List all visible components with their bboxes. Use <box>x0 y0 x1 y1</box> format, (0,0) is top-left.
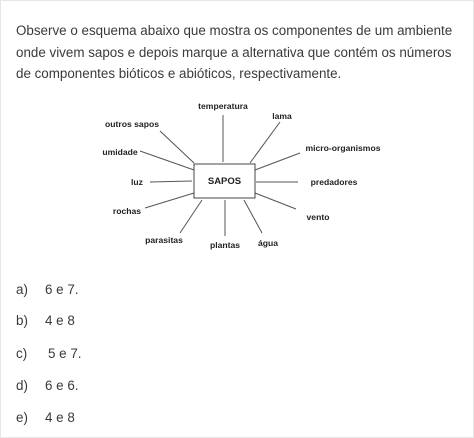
node-temperatura: temperatura <box>198 101 248 111</box>
question-line-3: de componentes bióticos e abióticos, respectivamente. <box>16 66 342 81</box>
link-vento <box>255 193 296 209</box>
option-a[interactable] <box>16 278 316 302</box>
node-parasitas: parasitas <box>145 235 183 245</box>
link-luz <box>150 181 192 182</box>
node-outros-sapos: outros sapos <box>105 119 159 129</box>
link-rochas <box>145 193 194 208</box>
option-b-letter: b) <box>16 313 28 328</box>
node-predadores: predadores <box>310 177 358 187</box>
node-luz: luz <box>131 177 143 187</box>
option-d-letter: d) <box>16 378 28 393</box>
link-micro-organismos <box>255 153 300 170</box>
link-umidade <box>140 151 194 170</box>
question-line-2: onde vivem sapos e depois marque a alternativa que contém os números <box>16 44 452 60</box>
option-d-text: 6 e 6. <box>45 378 79 393</box>
option-b-text: 4 e 8 <box>45 313 75 328</box>
option-b[interactable] <box>16 309 316 333</box>
node-agua: água <box>257 238 279 248</box>
option-c-text: 5 e 7. <box>48 346 82 361</box>
option-c-letter: c) <box>16 346 28 361</box>
link-lama <box>250 122 280 163</box>
link-agua <box>244 200 262 233</box>
option-e[interactable] <box>16 406 316 430</box>
center-label: SAPOS <box>207 176 242 187</box>
option-e-letter: e) <box>16 410 28 425</box>
link-parasitas <box>180 200 202 233</box>
node-vento: vento <box>306 212 330 222</box>
node-lama: lama <box>272 111 292 121</box>
option-c[interactable] <box>16 342 316 366</box>
node-umidade: umidade <box>102 147 138 157</box>
option-a-text: 6 e 7. <box>45 282 79 297</box>
link-outros-sapos <box>160 131 194 163</box>
option-a-letter: a) <box>16 282 28 297</box>
node-plantas: plantas <box>209 240 241 250</box>
node-micro-organismos: micro-organismos <box>305 143 381 153</box>
option-d[interactable] <box>16 374 316 398</box>
option-e-text: 4 e 8 <box>45 410 75 425</box>
node-rochas: rochas <box>112 206 142 216</box>
question-line-1: Observe o esquema abaixo que mostra os componentes de um ambiente <box>16 23 453 38</box>
